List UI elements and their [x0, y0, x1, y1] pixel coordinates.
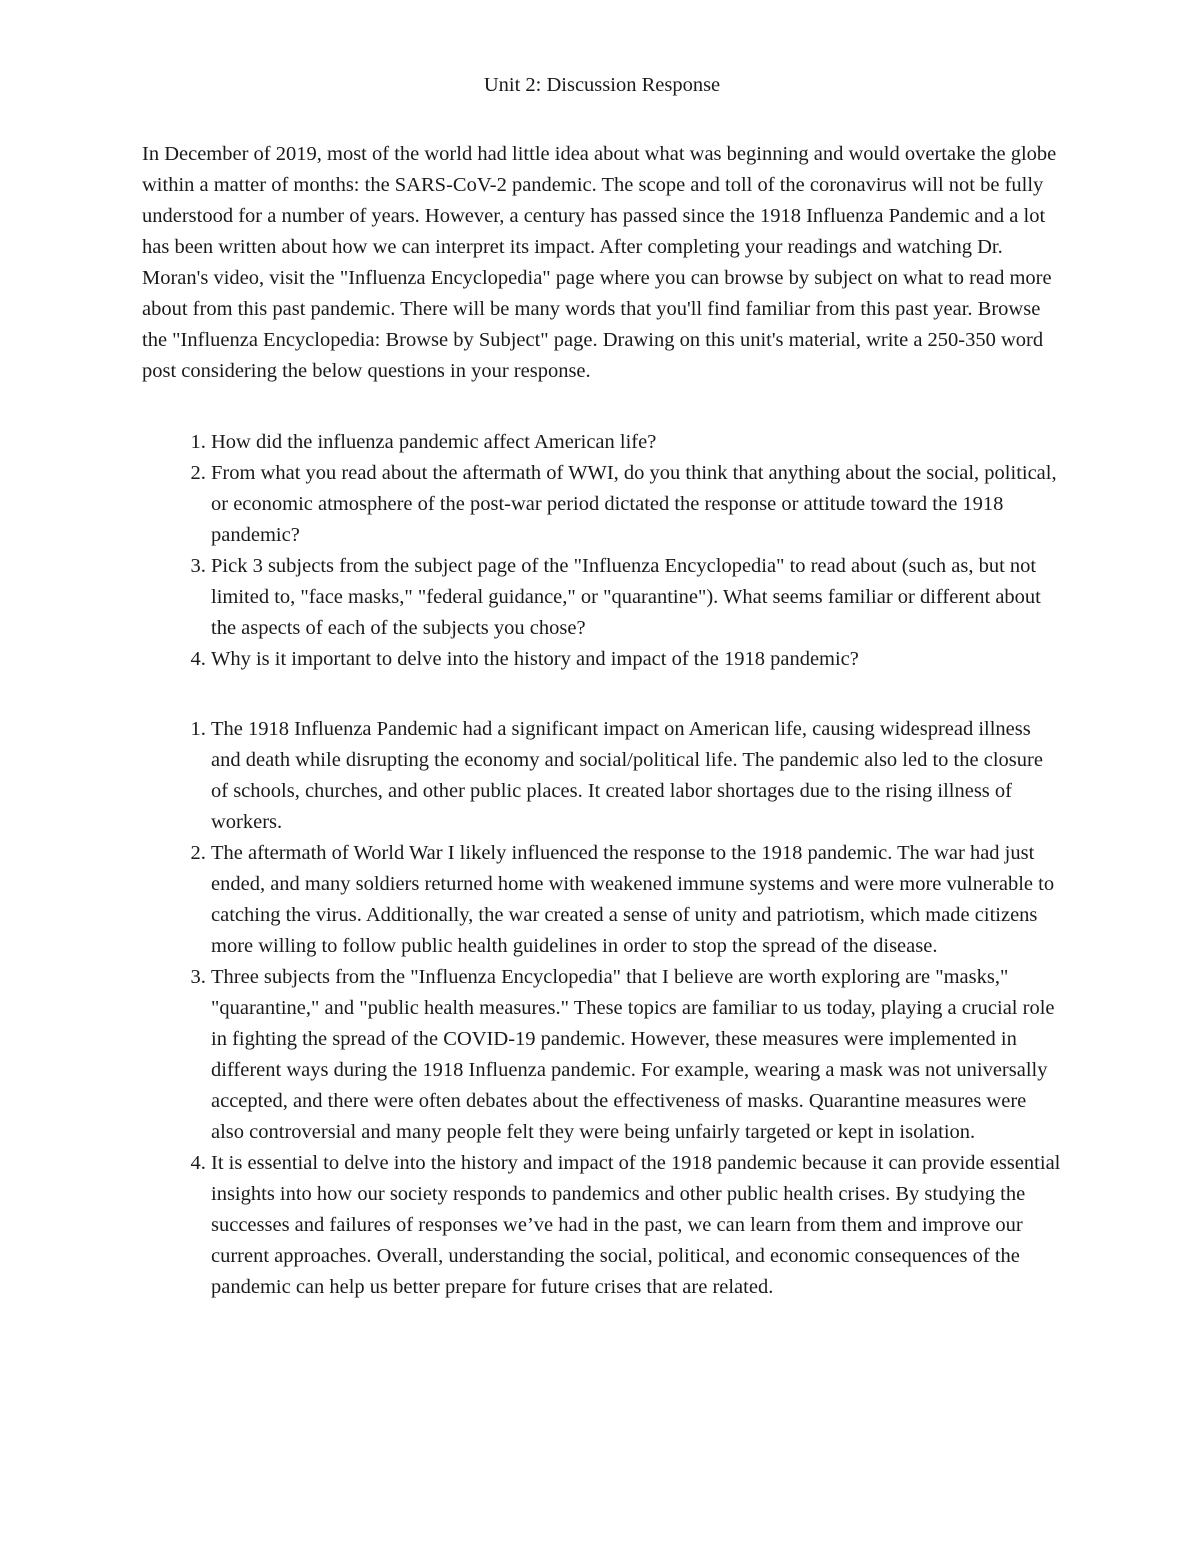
intro-paragraph: In December of 2019, most of the world had little idea about what was beginning and would overtake the globe within a matter of months: the SARS-CoV-2 pandemic. The scope and toll of the coronavirus will not be fully understood for a number of years. However, a century has passed since the 1918 Influenza Pandemic and a lot has been written about how we can interpret its impact. After completing your readings and watching Dr. Moran's video, visit the "Influenza Encyclopedia" page where you can browse by subject on what to read more about from this past pandemic. There will be many words that you'll find familiar from this past year. Browse the "Influenza Encyclopedia: Browse by Subject" page. Drawing on this unit's material, write a 250-350 word post considering the below questions in your response. — [142, 143, 1057, 382]
answer-list — [142, 714, 1062, 1303]
question-item: 1. How did the influenza pandemic affect American life? — [211, 427, 1062, 458]
answer-item: 4. It is essential to delve into the history and impact of the 1918 pandemic because it can provide essential insights into how our society responds to pandemics and other public health crises. By studying the successes and failures of responses we’ve had in the past, we can learn from them and improve our current approaches. Overall, understanding the social, political, and economic consequences of the pandemic can help us better prepare for future crises that are related. — [211, 1148, 1062, 1303]
document-title: Unit 2: Discussion Response — [483, 74, 721, 96]
question-item: 2. From what you read about the aftermath of WWI, do you think that anything about the social, political, or economic atmosphere of the post-war period dictated the response or attitude toward the 1918 pandemic? — [211, 458, 1062, 551]
question-item: 4. Why is it important to delve into the history and impact of the 1918 pandemic? — [211, 644, 1062, 675]
question-item: 3. Pick 3 subjects from the subject page of the "Influenza Encyclopedia" to read about (such as, but not limited to, "face masks," "federal guidance," or "quarantine"). What seems familiar or different about the aspects of each of the subjects you chose? — [211, 551, 1062, 644]
answer-item: 3. Three subjects from the "Influenza Encyclopedia" that I believe are worth exploring are "masks," "quarantine," and "public health measures." These topics are familiar to us today, playing a crucial role in fighting the spread of the COVID-19 pandemic. However, these measures were implemented in different ways during the 1918 Influenza pandemic. For example, wearing a mask was not universally accepted, and there were often debates about the effectiveness of masks. Quarantine measures were also controversial and many people felt they were being unfairly targeted or kept in isolation. — [211, 962, 1062, 1148]
question-list — [142, 427, 1062, 675]
document-page — [142, 70, 1062, 1303]
answer-item: 1. The 1918 Influenza Pandemic had a significant impact on American life, causing widespread illness and death while disrupting the economy and social/political life. The pandemic also led to the closure of schools, churches, and other public places. It created labor shortages due to the rising illness of workers. — [211, 714, 1062, 838]
answer-item: 2. The aftermath of World War I likely influenced the response to the 1918 pandemic. The war had just ended, and many soldiers returned home with weakened immune systems and were more vulnerable to catching the virus. Additionally, the war created a sense of unity and patriotism, which made citizens more willing to follow public health guidelines in order to stop the spread of the disease. — [211, 838, 1062, 962]
